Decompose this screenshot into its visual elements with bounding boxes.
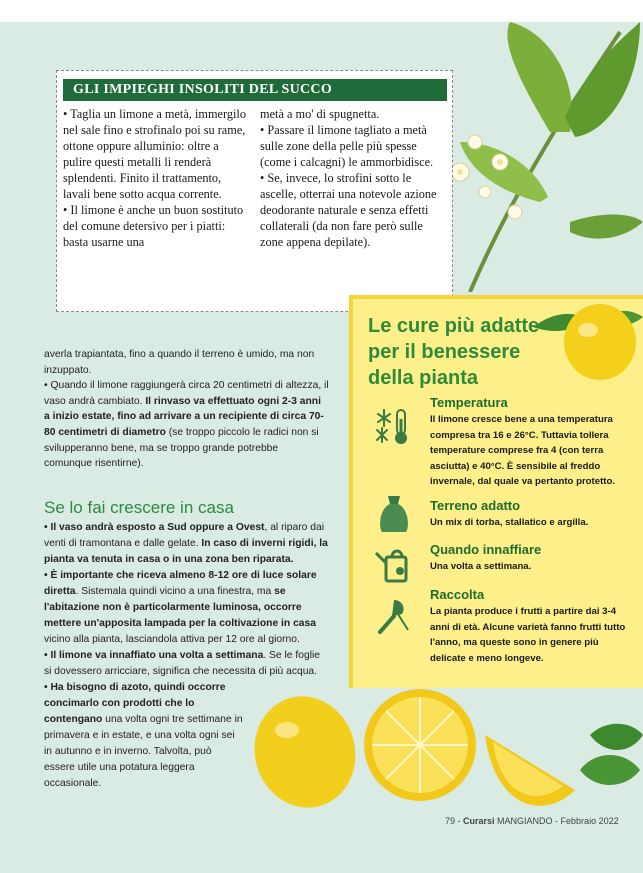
text-run-bold: In caso di inverni rigidi, la pianta va tenuta in casa o in una zona ben riparata. [44, 538, 328, 565]
care-item-innaffiare [430, 542, 630, 575]
soil-bag-icon [372, 492, 416, 536]
text-run: • Quando il limone raggiungerà circa 20 centimetri di altezza, il vaso andrà cambiato. [44, 380, 329, 407]
sidebar-paragraph: • Passare il limone tagliato a metà sulle zone della pelle più spesse (come i calcagni) le ammorbidisce. [260, 123, 434, 169]
care-item-heading: Quando innaffiare [430, 542, 542, 557]
lemon-branch-illustration [440, 22, 643, 292]
care-item-text: Una volta a settimana. [430, 561, 532, 572]
text-run-bold: • È importante che riceva almeno 8-12 ore di luce solare diretta [44, 570, 317, 597]
care-item-heading: Temperatura [430, 395, 508, 410]
body-paragraph [44, 680, 244, 792]
text-run: vicino alla pianta, lasciandola attiva per 12 ore al giorno. [44, 634, 300, 645]
care-item-raccolta [430, 587, 630, 666]
care-item-text: Il limone cresce bene a una temperatura compresa tra 16 e 26°C. Tuttavia tollera temperature comprese fra 4 (con terra asciutta) e 40°C. È sensibile al freddo invernale, dal quale va pertanto protetto. [430, 414, 615, 487]
sidebar-paragraph: • Il limone è anche un buon sostituto del comune detersivo per i piatti: basta usarne una [63, 203, 244, 249]
watering-can-icon [372, 543, 416, 587]
page-footer: 79 - Curarsi MANGIANDO - Febbraio 2022 [445, 816, 619, 826]
text-run-bold: se l'abitazione non è particolarmente luminosa, occorre mettere un'apposita lampada per la coltivazione in casa [44, 586, 316, 629]
body-paragraph: averla trapiantata, fino a quando il terreno è umido, ma non inzuppato. [44, 349, 315, 376]
lemons-illustration [245, 680, 643, 815]
care-item-text: Un mix di torba, stallatico e argilla. [430, 517, 589, 528]
sidebar-right-column [260, 106, 445, 250]
thermometer-snow-icon [372, 404, 416, 448]
care-item-heading: Terreno adatto [430, 498, 521, 513]
lemon-fruit-illustration [528, 292, 643, 387]
sidebar-paragraph: • Taglia un limone a metà, immergilo nel sale fino e strofinalo poi su rame, ottone oppure alluminio: oltre a pulire questi metalli li renderà splendenti. Finito il trattamento, lavali bene sotto acqua corrente. [63, 107, 246, 201]
text-run-bold: • Il vaso andrà esposto a Sud oppure a Ovest [44, 522, 265, 533]
care-item-terreno [430, 498, 630, 531]
body-paragraph [44, 648, 329, 680]
text-run-bold: • Ha bisogno di azoto, quindi occorre concimarlo con prodotti che lo contengano [44, 682, 226, 725]
text-run: , al riparo dai venti di tramontana e dalle gelate. [44, 522, 325, 549]
garden-trowel-icon [372, 594, 416, 638]
sidebar-paragraph: metà a mo' di spugnetta. [260, 107, 380, 121]
sidebar-paragraph: • Se, invece, lo strofini sotto le ascelle, otterrai una notevole azione deodorante naturale e senza effetti collaterali (da non fare però sulle zone appena depilate). [260, 171, 437, 249]
care-item-heading: Raccolta [430, 587, 485, 602]
sidebar-left-column [63, 106, 248, 250]
text-run-bold: • Il limone va innaffiato una volta a settimana [44, 650, 264, 661]
page-number: 79 [445, 816, 456, 826]
footer-issue: MANGIANDO - Febbraio 2022 [497, 816, 619, 826]
text-run: una volta ogni tre settimane in primavera e in estate, e una volta ogni sei in autunno e in inverno. Talvolta, può essere utile una potatura leggera occasionale. [44, 714, 243, 789]
text-run: . Se le foglie si dovessero arricciare, significa che necessita di più acqua. [44, 650, 320, 677]
body-paragraph [44, 568, 329, 648]
body-text-top [44, 347, 329, 472]
body-paragraph [44, 520, 329, 568]
body-paragraph [44, 378, 329, 472]
care-title: Le cure più adatte per il benessere della pianta [368, 315, 540, 389]
care-item-temperatura [430, 395, 630, 490]
text-run: . Sistemala quindi vicino a una finestra, ma [75, 586, 275, 597]
torn-paper-top [0, 0, 643, 22]
sidebar-title: GLI IMPIEGHI INSOLITI DEL SUCCO [63, 79, 447, 101]
sidebar-columns [63, 106, 447, 250]
footer-brand: Curarsi [463, 816, 495, 826]
care-item-text: La pianta produce i frutti a partire dai 3-4 anni di età. Alcune varietà fanno frutti tutto l'anno, ma queste sono in genere più delicate e meno longeve. [430, 606, 626, 664]
section-heading-casa: Se lo fai crescere in casa [44, 498, 234, 517]
text-run-bold: Il rinvaso va effettuato ogni 2-3 anni a inizio estate, fino ad arrivare a un recipiente di circa 70-80 centimetri di diametro [44, 395, 324, 438]
text-run: (se troppo piccolo le radici non si svilupperanno bene, ma se troppo grande potrebbe comunque risentirne). [44, 426, 319, 470]
